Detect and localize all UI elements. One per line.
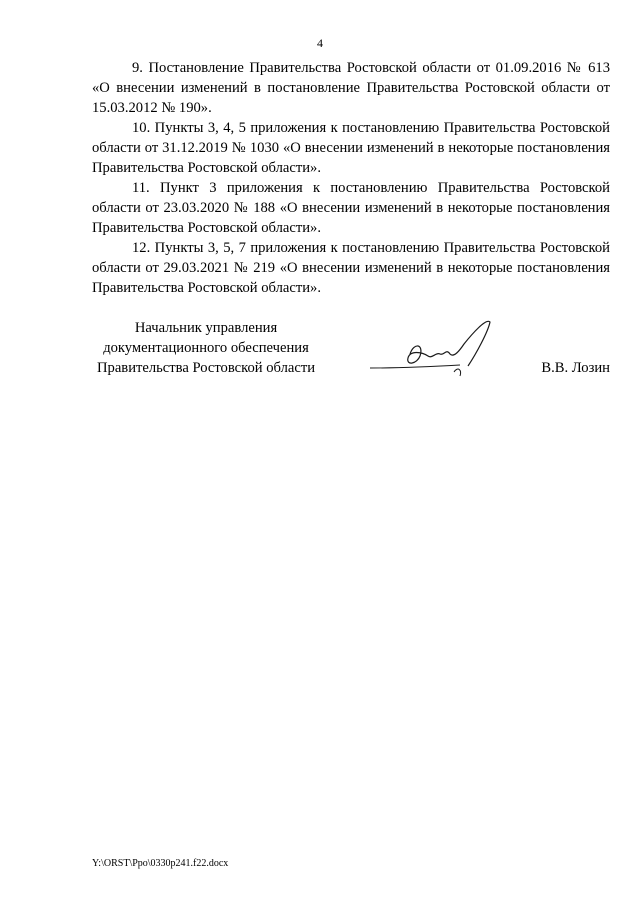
handwritten-signature-icon [350,314,510,386]
signature-block [92,318,610,388]
list-item: 11. Пункт 3 приложения к постановлению Правительства Ростовской области от 23.03.2020 № 188 «О внесении изменений в некоторые постановления Правительства Ростовской области». [92,180,610,236]
document-body [92,58,610,298]
list-item: 9. Постановление Правительства Ростовской области от 01.09.2016 № 613 «О внесении изменений в постановление Правительства Ростовской области от 15.03.2012 № 190». [92,60,610,116]
signer-name: В.В. Лозин [541,360,610,376]
position-line: документационного обеспечения [103,340,309,356]
file-path: Y:\ORST\Ppo\0330p241.f22.docx [92,858,229,869]
signer-position [92,318,320,378]
position-line: Правительства Ростовской области [96,360,316,376]
list-item: 10. Пункты 3, 4, 5 приложения к постановлению Правительства Ростовской области от 31.12.2019 № 1030 «О внесении изменений в некоторые постановления Правительства Ростовской области». [92,120,610,176]
position-line: Начальник управления [134,320,278,336]
page-number: 4 [317,36,323,50]
list-item: 12. Пункты 3, 5, 7 приложения к постановлению Правительства Ростовской области от 29.03.2021 № 219 «О внесении изменений в некоторые постановления Правительства Ростовской области». [92,240,610,296]
